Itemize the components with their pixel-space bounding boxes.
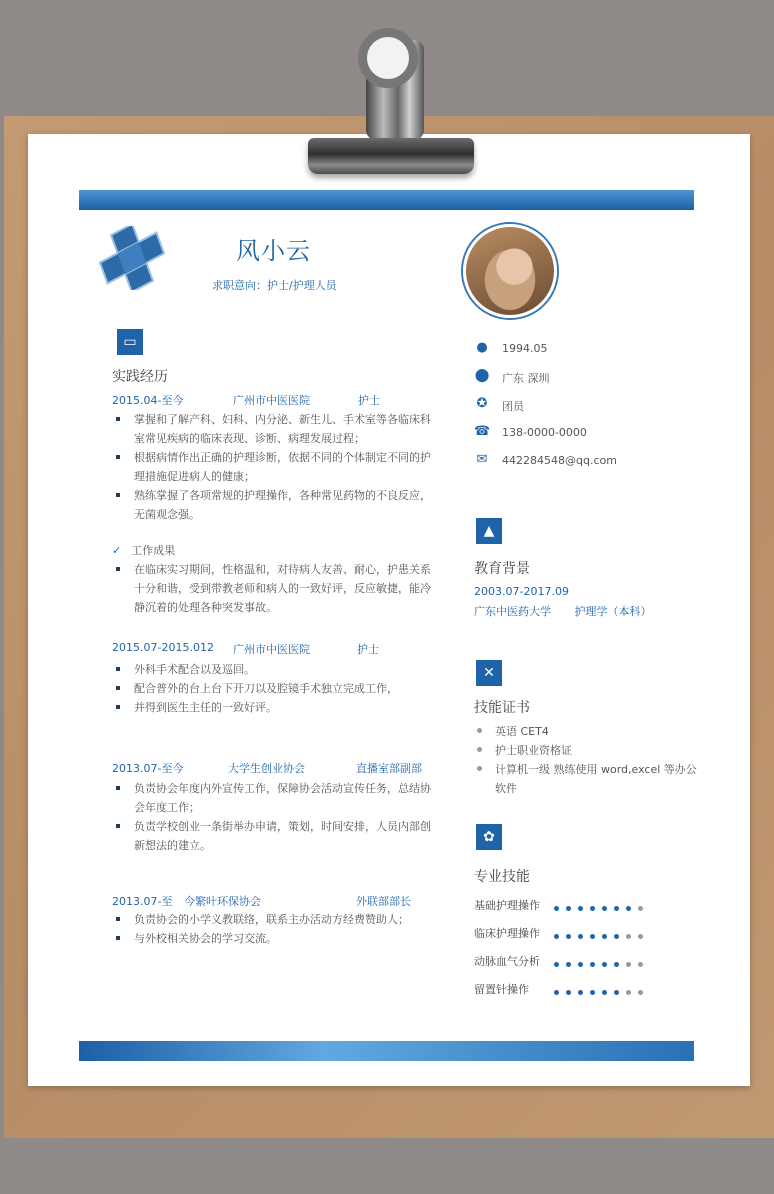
location-pin-icon: ⬤ [474, 368, 490, 383]
skill-dot-filled [554, 934, 559, 939]
skill-dot-filled [614, 906, 619, 911]
entry-3-bullets [112, 779, 432, 855]
skill-label: 基础护理操作 [474, 899, 540, 912]
skill-dot-empty [638, 990, 643, 995]
practice-title: 实践经历 [112, 369, 168, 385]
education-title: 教育背景 [474, 561, 530, 577]
skill-dot-empty [638, 962, 643, 967]
info-text: 团员 [502, 400, 524, 413]
graduation-cap-icon: ▲ [476, 518, 502, 544]
list-item: 与外校相关协会的学习交流。 [112, 929, 432, 948]
skill-level-dots [554, 901, 650, 914]
skill-dot-filled [614, 934, 619, 939]
list-item: 英语 CET4 [474, 722, 704, 741]
skill-dot-empty [626, 962, 631, 967]
phone-icon: ☎ [474, 424, 491, 439]
entry-period: 2013.07-至今 [112, 762, 184, 775]
list-item: 在临床实习期间，性格温和，对待病人友善、耐心，护患关系十分和谐，受到带教老师和病人的一致好评，反应敏捷，能冷静沉着的处理各种突发事故。 [112, 560, 432, 617]
skill-row [474, 981, 674, 995]
entry-period: 2015.07-2015.012 [112, 641, 214, 654]
skill-dot-filled [602, 990, 607, 995]
skill-dot-filled [590, 990, 595, 995]
brain-icon: ✿ [476, 824, 502, 850]
job-intent: 求职意向：护士/护理人员 [212, 279, 337, 292]
info-text: 广东 深圳 [502, 372, 550, 385]
skill-dot-filled [590, 962, 595, 967]
entry-4-bullets [112, 910, 432, 948]
skill-dot-filled [578, 990, 583, 995]
skill-dot-filled [614, 990, 619, 995]
skill-dot-empty [626, 934, 631, 939]
entry-org: 今繁叶环保协会 [184, 895, 261, 908]
skill-dot-filled [590, 906, 595, 911]
skills-title: 专业技能 [474, 869, 530, 885]
clip-ring [358, 28, 418, 88]
bottom-band [79, 1041, 694, 1061]
entry-period: 2013.07-至 [112, 895, 173, 908]
list-item: 掌握和了解产科、妇科、内分泌、新生儿、手术室等各临床科室常见疾病的临床表现、诊断、病理发展过程； [112, 410, 432, 448]
skill-dot-filled [566, 990, 571, 995]
skill-dot-empty [638, 934, 643, 939]
list-item: 护士职业资格证 [474, 741, 704, 760]
achievement-label [112, 542, 175, 558]
skill-label: 临床护理操作 [474, 927, 540, 940]
check-icon: ✓ [112, 544, 122, 557]
skill-dot-empty [626, 990, 631, 995]
skill-level-dots [554, 985, 650, 998]
entry-org: 大学生创业协会 [228, 762, 305, 775]
person-icon: ● [476, 340, 488, 355]
profile-photo [463, 224, 557, 318]
list-item: 外科手术配合以及巡回。 [112, 660, 432, 679]
entry-2-bullets [112, 660, 432, 717]
briefcase-icon: ▭ [117, 329, 143, 355]
education-detail [474, 603, 652, 619]
achievement-bullets [112, 560, 432, 617]
info-text: 442284548@qq.com [502, 454, 617, 467]
list-item: 负责学校创业一条街举办申请，策划，时间安排，人员内部创新想法的建立。 [112, 817, 432, 855]
entry-period: 2015.04-至今 [112, 394, 184, 407]
skill-dot-filled [602, 962, 607, 967]
entry-role: 外联部部长 [356, 895, 411, 908]
skill-dot-filled [566, 934, 571, 939]
tools-icon: ✕ [476, 660, 502, 686]
skill-dot-filled [602, 906, 607, 911]
list-item: 并得到医生主任的一致好评。 [112, 698, 432, 717]
skill-dot-filled [554, 906, 559, 911]
list-item: 负责协会的小学义教联络，联系主办活动方经费赞助人； [112, 910, 432, 929]
top-band [79, 190, 694, 210]
list-item: 根据病情作出正确的护理诊断，依据不同的个体制定不同的护理措施促进病人的健康； [112, 448, 432, 486]
entry-org: 广州市中医医院 [233, 643, 310, 656]
skill-dot-filled [614, 962, 619, 967]
skill-dot-filled [578, 934, 583, 939]
medical-cross-logo [94, 226, 170, 290]
badge-icon: ✪ [476, 396, 488, 411]
skill-dot-empty [638, 906, 643, 911]
education-school: 广东中医药大学 [474, 605, 551, 618]
education-period: 2003.07-2017.09 [474, 585, 569, 598]
skill-label: 动脉血气分析 [474, 955, 540, 968]
skill-dot-filled [626, 906, 631, 911]
achievement-text: 工作成果 [131, 544, 176, 557]
list-item: 计算机一级 熟练使用 word,excel 等办公软件 [474, 760, 704, 798]
skill-dot-filled [590, 934, 595, 939]
certificate-list [474, 722, 704, 798]
clip-body [308, 138, 474, 174]
skill-dot-filled [578, 906, 583, 911]
skill-level-dots [554, 957, 650, 970]
entry-1-bullets [112, 410, 432, 524]
info-text: 1994.05 [502, 342, 548, 355]
entry-role: 护士 [357, 643, 379, 656]
skill-dot-filled [554, 990, 559, 995]
list-item: 负责协会年度内外宣传工作，保障协会活动宣传任务，总结协会年度工作； [112, 779, 432, 817]
entry-role: 直播室部副部 [356, 762, 422, 775]
entry-org: 广州市中医医院 [233, 394, 310, 407]
skill-row [474, 953, 674, 967]
mail-icon: ✉ [476, 452, 488, 467]
skill-dot-filled [566, 906, 571, 911]
applicant-name: 风小云 [236, 237, 311, 265]
skill-row [474, 925, 674, 939]
skill-label: 留置针操作 [474, 983, 529, 996]
skill-dot-filled [602, 934, 607, 939]
education-major: 护理学（本科） [574, 605, 652, 618]
skill-dot-filled [578, 962, 583, 967]
list-item: 配合普外的台上台下开刀以及腔镜手术独立完成工作， [112, 679, 432, 698]
certificates-title: 技能证书 [474, 700, 530, 716]
skill-dot-filled [566, 962, 571, 967]
skill-level-dots [554, 929, 650, 942]
entry-role: 护士 [358, 394, 380, 407]
info-text: 138-0000-0000 [502, 426, 587, 439]
skill-row [474, 897, 674, 911]
list-item: 熟练掌握了各项常规的护理操作，各种常见药物的不良反应，无菌观念强。 [112, 486, 432, 524]
skill-dot-filled [554, 962, 559, 967]
resume-paper [28, 134, 750, 1086]
